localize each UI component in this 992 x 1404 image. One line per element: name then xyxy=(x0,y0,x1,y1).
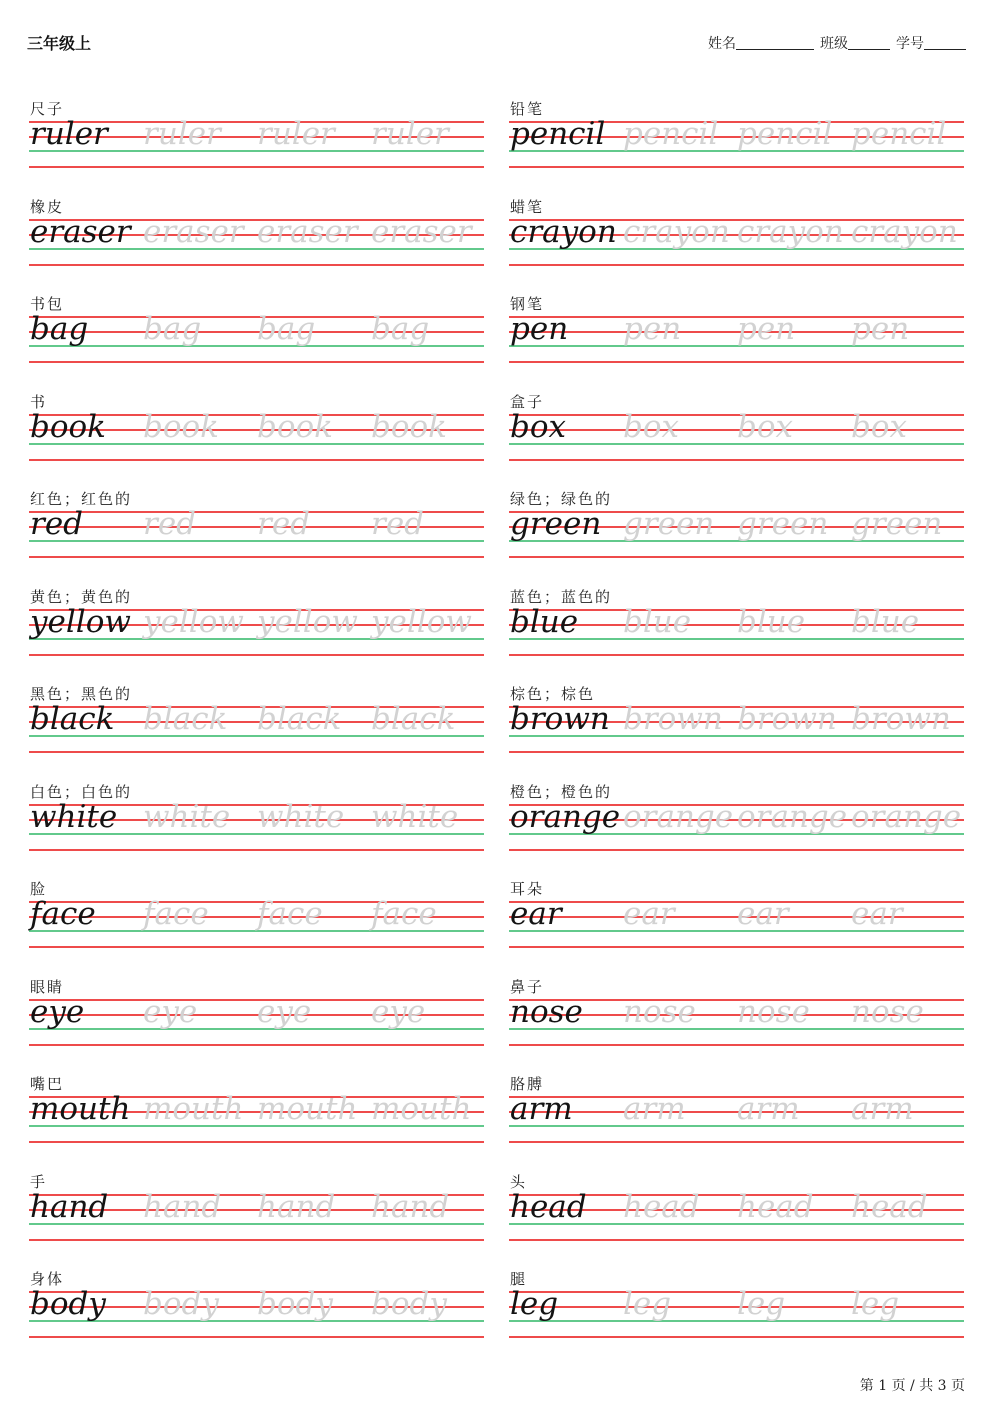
writing-area[interactable] xyxy=(509,196,964,276)
trace-word: blue xyxy=(737,603,806,640)
trace-word: yellow xyxy=(257,603,358,640)
id-label: 学号 xyxy=(896,36,924,52)
trace-word: eraser xyxy=(143,213,244,250)
name-blank[interactable] xyxy=(736,35,814,50)
vocab-entry xyxy=(509,1268,964,1348)
writing-area[interactable] xyxy=(509,98,964,178)
trace-word: ear xyxy=(737,896,789,932)
trace-word: white xyxy=(257,798,345,835)
trace-word: nose xyxy=(851,993,924,1030)
trace-word: bag xyxy=(257,311,316,347)
trace-word: yellow xyxy=(143,603,244,640)
trace-word: ruler xyxy=(257,116,335,152)
model-word: blue xyxy=(510,603,579,640)
trace-word: hand xyxy=(257,1188,336,1225)
trace-word: eraser xyxy=(371,213,472,250)
writing-area[interactable] xyxy=(29,683,484,763)
trace-word: leg xyxy=(623,1286,672,1322)
chinese-meaning: 嘴巴 xyxy=(30,1075,65,1093)
writing-area[interactable] xyxy=(509,976,964,1056)
trace-word: face xyxy=(371,896,437,932)
vocab-entry xyxy=(29,976,484,1056)
model-word: eraser xyxy=(30,213,131,250)
writing-area[interactable] xyxy=(29,196,484,276)
writing-area[interactable] xyxy=(509,391,964,471)
chinese-meaning: 蜡笔 xyxy=(510,197,545,216)
vocab-entry xyxy=(509,1073,964,1153)
vocab-entry xyxy=(29,391,484,471)
trace-word: black xyxy=(371,701,456,737)
trace-word: orange xyxy=(737,798,848,835)
model-word: eye xyxy=(30,993,85,1030)
writing-area[interactable] xyxy=(509,878,964,958)
trace-word: orange xyxy=(623,798,734,835)
trace-word: blue xyxy=(851,603,920,640)
class-label: 班级 xyxy=(820,36,848,52)
trace-word: head xyxy=(623,1188,700,1225)
trace-word: eye xyxy=(371,993,426,1030)
model-word: brown xyxy=(510,701,610,737)
writing-area[interactable] xyxy=(509,1073,964,1153)
model-word: box xyxy=(510,408,566,445)
model-word: mouth xyxy=(30,1091,131,1127)
trace-word: green xyxy=(737,506,829,542)
model-word: black xyxy=(30,701,115,737)
writing-area[interactable] xyxy=(509,586,964,666)
vocab-entry xyxy=(29,98,484,178)
writing-area[interactable] xyxy=(29,293,484,373)
trace-word: arm xyxy=(737,1091,800,1127)
writing-area[interactable] xyxy=(509,683,964,763)
trace-word: body xyxy=(143,1286,219,1322)
chinese-meaning: 头 xyxy=(510,1172,528,1191)
trace-word: face xyxy=(143,896,209,932)
model-word: red xyxy=(30,506,84,542)
model-word: ruler xyxy=(30,116,108,152)
model-word: face xyxy=(30,896,96,932)
model-word: ear xyxy=(510,896,562,932)
writing-area[interactable] xyxy=(509,781,964,861)
trace-word: red xyxy=(371,506,425,542)
trace-word: mouth xyxy=(257,1091,358,1127)
chinese-meaning: 书包 xyxy=(30,295,65,313)
trace-word: pencil xyxy=(851,116,947,152)
vocab-entry xyxy=(509,586,964,666)
vocab-entry xyxy=(29,1073,484,1153)
writing-area[interactable] xyxy=(29,1073,484,1153)
chinese-meaning: 身体 xyxy=(30,1270,65,1288)
writing-area[interactable] xyxy=(29,1171,484,1251)
model-word: arm xyxy=(510,1091,573,1127)
vocab-entry xyxy=(29,1171,484,1251)
trace-word: leg xyxy=(737,1286,786,1322)
trace-word: ruler xyxy=(371,116,449,152)
name-label: 姓名 xyxy=(708,36,736,52)
model-word: yellow xyxy=(30,603,131,640)
trace-word: eye xyxy=(257,993,312,1030)
vocab-entry xyxy=(29,488,484,568)
trace-word: eye xyxy=(143,993,198,1030)
model-word: bag xyxy=(30,311,89,347)
trace-word: nose xyxy=(623,993,696,1030)
trace-word: box xyxy=(623,408,679,445)
vocab-entry xyxy=(509,976,964,1056)
trace-word: head xyxy=(737,1188,814,1225)
writing-area[interactable] xyxy=(29,781,484,861)
model-word: crayon xyxy=(510,213,617,250)
chinese-meaning: 尺子 xyxy=(30,100,65,118)
chinese-meaning: 胳膊 xyxy=(510,1075,545,1093)
trace-word: green xyxy=(623,506,715,542)
writing-area[interactable] xyxy=(29,878,484,958)
trace-word: blue xyxy=(623,603,692,640)
vocab-entry xyxy=(509,293,964,373)
writing-area[interactable] xyxy=(29,391,484,471)
vocab-entry xyxy=(509,683,964,763)
trace-word: arm xyxy=(623,1091,686,1127)
vocab-entry xyxy=(29,683,484,763)
writing-area[interactable] xyxy=(29,586,484,666)
writing-area[interactable] xyxy=(509,1268,964,1348)
chinese-meaning: 橙色；橙色的 xyxy=(510,782,613,801)
vocab-entry xyxy=(509,196,964,276)
trace-word: pencil xyxy=(623,116,719,152)
trace-word: head xyxy=(851,1188,928,1225)
student-info xyxy=(708,33,966,53)
trace-word: white xyxy=(143,798,231,835)
trace-word: brown xyxy=(737,701,837,737)
writing-area[interactable] xyxy=(29,976,484,1056)
chinese-meaning: 鼻子 xyxy=(510,977,545,996)
model-word: hand xyxy=(30,1188,109,1225)
model-word: nose xyxy=(510,993,583,1030)
trace-word: black xyxy=(143,701,228,737)
chinese-meaning: 红色；红色的 xyxy=(30,490,133,508)
writing-area[interactable] xyxy=(509,488,964,568)
trace-word: box xyxy=(851,408,907,445)
chinese-meaning: 耳朵 xyxy=(510,880,545,898)
model-word: orange xyxy=(510,798,621,835)
trace-word: ear xyxy=(623,896,675,932)
vocab-entry xyxy=(509,878,964,958)
trace-word: white xyxy=(371,798,459,835)
trace-word: bag xyxy=(143,311,202,347)
page-number: 第 1 页 / 共 3 页 xyxy=(859,1378,965,1394)
vocab-entry xyxy=(29,1268,484,1348)
trace-word: book xyxy=(257,408,333,445)
trace-word: hand xyxy=(371,1188,450,1225)
trace-word: nose xyxy=(737,993,810,1030)
trace-word: face xyxy=(257,896,323,932)
trace-word: box xyxy=(737,408,793,445)
vocab-entry xyxy=(29,781,484,861)
class-blank[interactable] xyxy=(848,35,890,50)
trace-word: mouth xyxy=(371,1091,472,1127)
trace-word: red xyxy=(257,506,311,542)
vocab-entry xyxy=(509,488,964,568)
trace-word: pen xyxy=(623,311,682,347)
writing-area[interactable] xyxy=(509,1171,964,1251)
trace-word: body xyxy=(371,1286,447,1322)
model-word: body xyxy=(30,1286,106,1322)
chinese-meaning: 书 xyxy=(30,392,48,411)
vocab-entry xyxy=(509,98,964,178)
trace-word: arm xyxy=(851,1091,914,1127)
chinese-meaning: 橡皮 xyxy=(30,197,65,216)
chinese-meaning: 脸 xyxy=(30,880,48,898)
vocab-entry xyxy=(29,586,484,666)
model-word: head xyxy=(510,1188,587,1225)
trace-word: crayon xyxy=(623,213,730,250)
trace-word: pen xyxy=(851,311,910,347)
trace-word: body xyxy=(257,1286,333,1322)
chinese-meaning: 铅笔 xyxy=(510,100,545,118)
model-word: leg xyxy=(510,1286,559,1322)
model-word: green xyxy=(510,506,602,542)
model-word: book xyxy=(30,408,106,445)
grade-title: 三年级上 xyxy=(27,34,92,53)
trace-word: ruler xyxy=(143,116,221,152)
trace-word: crayon xyxy=(737,213,844,250)
trace-word: brown xyxy=(623,701,723,737)
chinese-meaning: 绿色；绿色的 xyxy=(510,490,613,508)
vocab-entry xyxy=(29,293,484,373)
trace-word: hand xyxy=(143,1188,222,1225)
chinese-meaning: 钢笔 xyxy=(510,295,545,313)
trace-word: black xyxy=(257,701,342,737)
trace-word: book xyxy=(371,408,447,445)
trace-word: orange xyxy=(851,798,962,835)
vocab-entry xyxy=(509,1171,964,1251)
trace-word: eraser xyxy=(257,213,358,250)
trace-word: book xyxy=(143,408,219,445)
chinese-meaning: 眼睛 xyxy=(30,977,65,996)
chinese-meaning: 手 xyxy=(30,1172,48,1191)
model-word: white xyxy=(30,798,118,835)
trace-word: red xyxy=(143,506,197,542)
vocab-entry xyxy=(29,878,484,958)
writing-area[interactable] xyxy=(29,1268,484,1348)
chinese-meaning: 蓝色；蓝色的 xyxy=(510,587,613,606)
writing-area[interactable] xyxy=(29,488,484,568)
model-word: pen xyxy=(510,311,569,347)
writing-area[interactable] xyxy=(509,293,964,373)
chinese-meaning: 盒子 xyxy=(510,392,545,411)
trace-word: mouth xyxy=(143,1091,244,1127)
chinese-meaning: 黄色；黄色的 xyxy=(30,587,133,606)
vocab-entry xyxy=(509,391,964,471)
chinese-meaning: 棕色；棕色 xyxy=(510,685,596,703)
chinese-meaning: 黑色；黑色的 xyxy=(30,685,133,703)
id-blank[interactable] xyxy=(924,35,966,50)
trace-word: pencil xyxy=(737,116,833,152)
model-word: pencil xyxy=(510,116,606,152)
trace-word: brown xyxy=(851,701,951,737)
chinese-meaning: 白色；白色的 xyxy=(30,782,133,801)
vocab-entry xyxy=(29,196,484,276)
trace-word: ear xyxy=(851,896,903,932)
trace-word: yellow xyxy=(371,603,472,640)
trace-word: pen xyxy=(737,311,796,347)
trace-word: bag xyxy=(371,311,430,347)
trace-word: crayon xyxy=(851,213,958,250)
trace-word: green xyxy=(851,506,943,542)
chinese-meaning: 腿 xyxy=(510,1270,528,1288)
trace-word: leg xyxy=(851,1286,900,1322)
writing-area[interactable] xyxy=(29,98,484,178)
vocab-entry xyxy=(509,781,964,861)
